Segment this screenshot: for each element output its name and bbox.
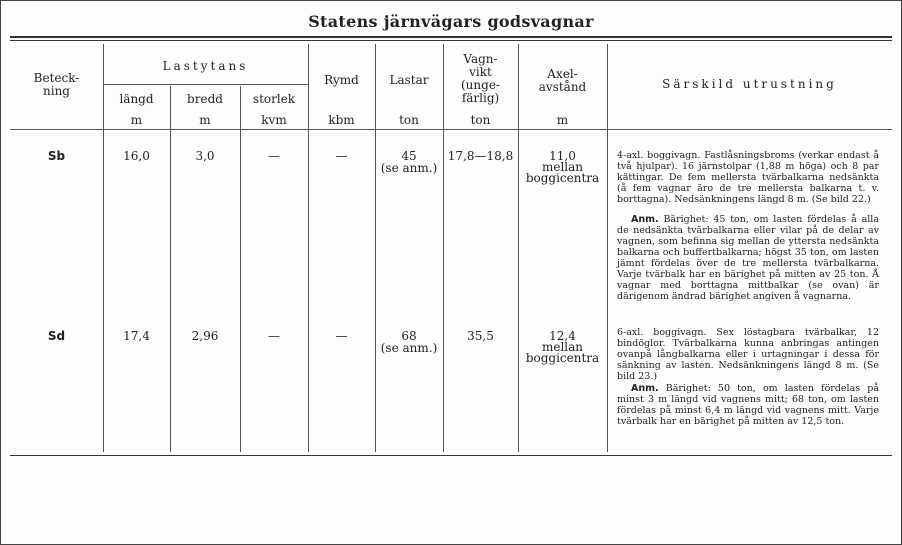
row-sb-lastar-note: (se anm.) [380, 161, 438, 175]
row-sd-langd: 17,4 [123, 329, 150, 343]
row-sb-storlek: — [268, 149, 280, 163]
row-sd-anm-label: Anm. [631, 383, 659, 394]
row-sd-beteckning: Sd [47, 329, 66, 343]
row-sb-beteckning: Sb [47, 149, 66, 163]
row-sb-anm-label: Anm. [631, 214, 659, 225]
row-sb-rymd: — [335, 149, 348, 163]
header-beteckning: Beteck- ning [33, 71, 80, 98]
unit-langd: m [130, 113, 143, 127]
row-sd-axelavstand-note: mellan boggicentra [525, 340, 600, 365]
header-langd: längd [119, 92, 154, 106]
page-title: Statens järnvägars godsvagnar [308, 12, 594, 31]
row-sd-lastar-note: (se anm.) [380, 341, 438, 355]
header-sarskild-utrustning: Särskild utrustning [662, 77, 837, 91]
header-lastar: Lastar [389, 73, 429, 87]
row-sd-lastar: 68 [401, 329, 417, 343]
row-sb-langd: 16,0 [123, 149, 150, 163]
unit-vagnvikt: ton [470, 113, 491, 127]
row-sb-anm [617, 214, 879, 302]
unit-axelavstand: m [556, 113, 569, 127]
header-rymd: Rymd [324, 73, 359, 87]
unit-bredd: m [199, 113, 211, 127]
lastytans-underline [103, 84, 308, 85]
row-sd-bredd: 2,96 [191, 329, 219, 343]
row-sb-lastar: 45 [401, 149, 417, 163]
row-sb-bredd: 3,0 [195, 149, 215, 163]
header-bredd: bredd [187, 92, 223, 106]
row-sd-anm [617, 383, 879, 427]
header-axelavstand: Axel- avstånd [538, 67, 587, 94]
row-sd-anm-text: Bärighet: 50 ton, om lasten fördelas på minst 3 m längd vid vagnens mitt; 68 ton, om lasten fördelas på minst 6,4 m längd vid vagnens mitt. Varje tvärbalk har en bärighet på mitten av 12,5 ton. [617, 383, 879, 427]
header-bottom-rule [10, 129, 892, 130]
row-sb-axelavstand-note: mellan boggicentra [525, 160, 600, 185]
row-sb-utrustning: 4-axl. boggivagn. Fastlåsningsbroms (verkar endast å två hjulpar). 16 järnstolpar (1,88 m höga) och 8 par kättingar. De fem mellersta tvärbalkarna nedsänkta (å fem vagnar äro de tre mellersta balkarna t. v. borttagna). Nedsänkningens längd 8 m. (Se bild 22.) [617, 150, 879, 205]
header-lastytans: Lastytans [162, 59, 249, 73]
row-sd-utrustning: 6-axl. boggivagn. Sex löstagbara tvärbalkar, 12 bindöglor. Tvärbalkarna kunna anbringas antingen ovanpå långbalkarna eller i urtagningar i dessa för sänkning av lasten. Nedsänkningens längd 8 m. (Se bild 23.) [617, 327, 879, 382]
unit-lastar: ton [399, 113, 419, 127]
row-sb-anm-text: Bärighet: 45 ton, om lasten fördelas å alla de nedsänkta tvärbalkarna eller vilar på de delar av vagnen, som befinna sig mellan de yttersta nedsänkta balkarna och buffertbalkarna; högst 35 ton, om lasten jämnt fördelas över de tre mellersta tvärbalkarna. Varje tvärbalk har en bärighet på mitten av 25 ton. Å vagnar med borttagna mittbalkar (se ovan) är därigenom ändrad bärighet angiven å vagnarna. [617, 214, 879, 302]
header-vagnvikt: Vagn- vikt (unge- färlig) [461, 52, 500, 105]
unit-rymd: kbm [328, 113, 355, 127]
row-sb-vagnvikt: 17,8—18,8 [447, 149, 514, 163]
col-divider-2 [170, 86, 171, 452]
col-divider-3 [240, 86, 241, 452]
row-sd-rymd: — [335, 329, 348, 343]
row-sd-storlek: — [268, 329, 280, 343]
col-divider-4 [308, 44, 309, 452]
table-bottom-rule [10, 455, 892, 456]
col-divider-6 [443, 44, 444, 452]
row-sd-vagnvikt: 35,5 [467, 329, 494, 343]
table-top-rule-thin [10, 40, 892, 41]
row-sd-axelavstand: 12,4 [549, 329, 576, 343]
header-storlek: storlek [252, 92, 296, 106]
table-top-rule [10, 36, 892, 38]
row-sb-axelavstand: 11,0 [549, 149, 576, 163]
unit-storlek: kvm [261, 113, 287, 127]
col-divider-8 [607, 44, 608, 452]
col-divider-5 [375, 44, 376, 452]
col-divider-7 [518, 44, 519, 452]
